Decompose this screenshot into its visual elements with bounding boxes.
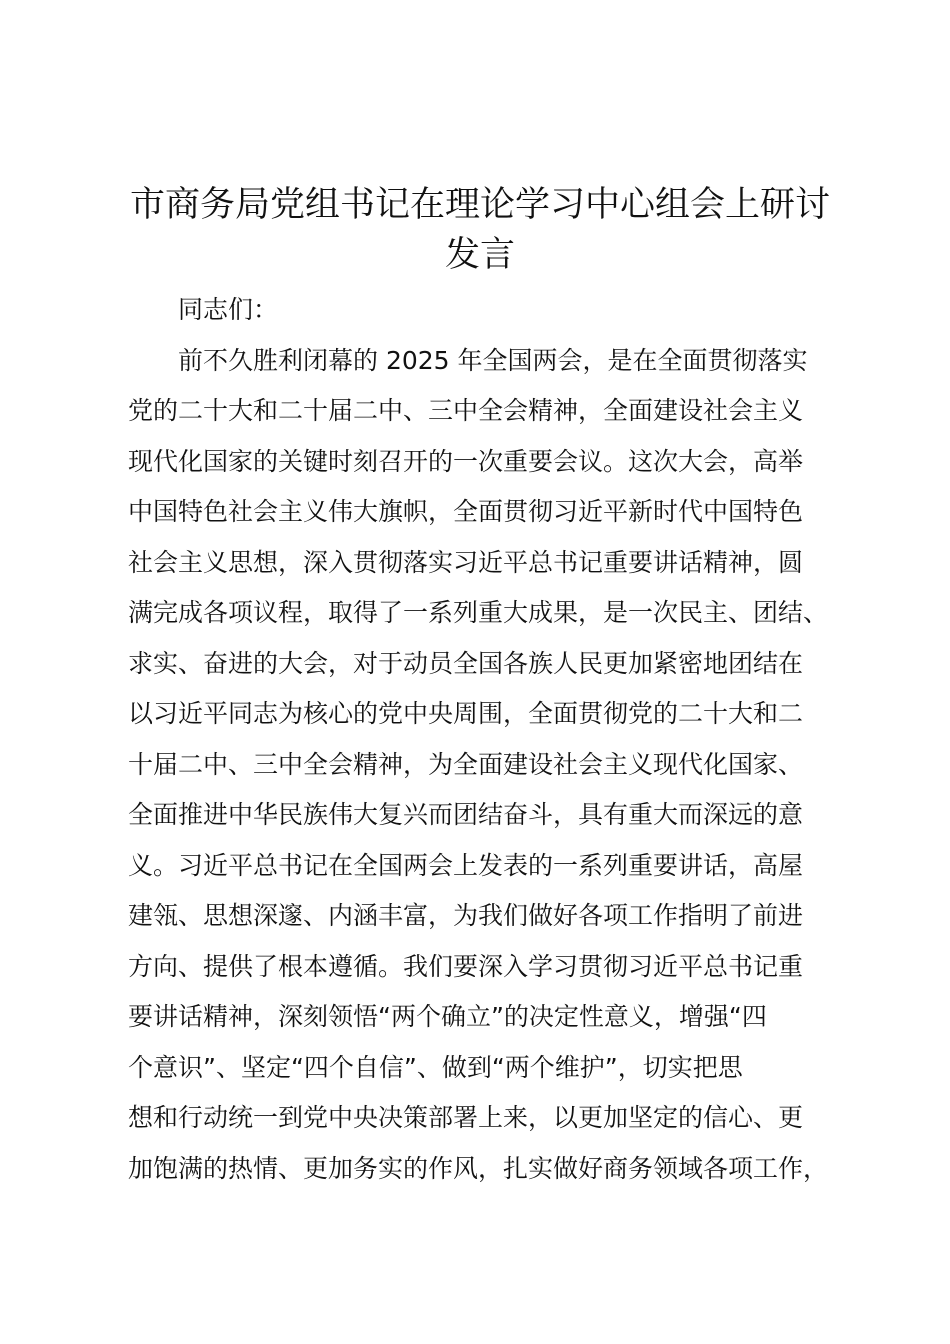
paragraph-line: 加饱满的热情、更加务实的作风，扎实做好商务领域各项工作， — [128, 1153, 829, 1183]
paragraph-line: 十届二中、三中全会精神，为全面建设社会主义现代化国家、 — [128, 749, 804, 779]
paragraph-line: 建瓴、思想深邃、内涵丰富，为我们做好各项工作指明了前进 — [128, 901, 804, 930]
document-body — [128, 285, 868, 1194]
title-line-1: 市商务局党组书记在理论学习中心组会上研讨 — [129, 185, 830, 225]
paragraph-line: 个意识”、坚定“四个自信”、做到“两个维护”，切实把思 — [128, 1052, 743, 1082]
paragraph-line: 求实、奋进的大会，对于动员全国各族人民更加紧密地团结在 — [128, 648, 804, 678]
title-line-2: 发言 — [444, 235, 515, 275]
paragraph-line: 义。习近平总书记在全国两会上发表的一系列重要讲话，高屋 — [128, 850, 804, 880]
paragraph-line: 党的二十大和二十届二中、三中全会精神，全面建设社会主义 — [128, 396, 804, 425]
paragraph-line: 满完成各项议程，取得了一系列重大成果，是一次民主、团结、 — [128, 598, 829, 627]
paragraph-line: 想和行动统一到党中央决策部署上来，以更加坚定的信心、更 — [128, 1103, 804, 1132]
paragraph-line: 中国特色社会主义伟大旗帜，全面贯彻习近平新时代中国特色 — [128, 497, 804, 526]
paragraph-line: 以习近平同志为核心的党中央周围，全面贯彻党的二十大和二 — [128, 699, 804, 728]
paragraph-line: 社会主义思想，深入贯彻落实习近平总书记重要讲话精神，圆 — [128, 547, 804, 577]
document-title — [110, 180, 850, 280]
paragraph-line: 现代化国家的关键时刻召开的一次重要会议。这次大会，高举 — [128, 446, 804, 476]
paragraph-line: 要讲话精神，深刻领悟“两个确立”的决定性意义，增强“四 — [128, 1002, 767, 1031]
paragraph-line: 前不久胜利闭幕的 2025 年全国两会，是在全面贯彻落实 — [178, 345, 808, 375]
salutation: 同志们： — [178, 295, 279, 324]
paragraph-line: 全面推进中华民族伟大复兴而团结奋斗，具有重大而深远的意 — [128, 800, 804, 829]
paragraph-line: 方向、提供了根本遵循。我们要深入学习贯彻习近平总书记重 — [128, 951, 804, 981]
